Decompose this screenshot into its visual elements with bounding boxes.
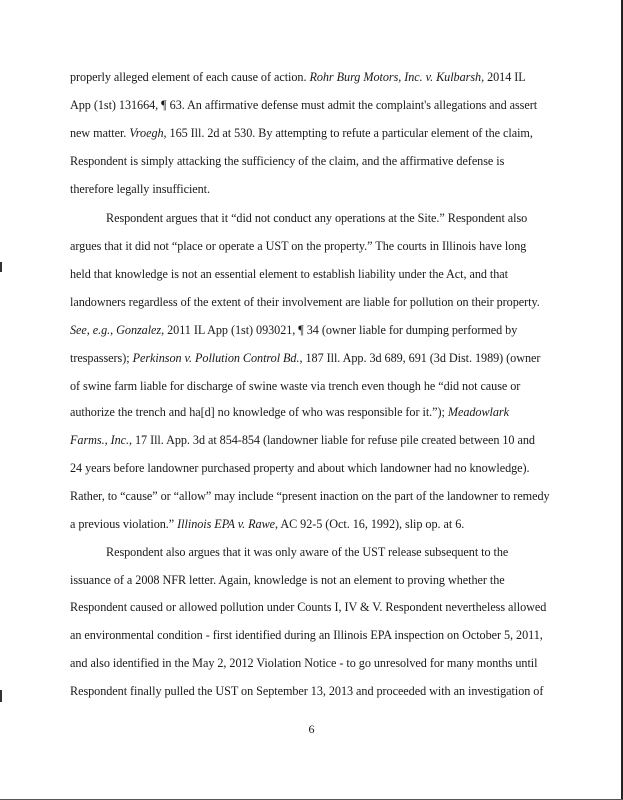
text-line: [70, 628, 550, 642]
text-line: [70, 267, 550, 281]
text-segment: an environmental condition - first identified during an Illinois EPA inspection on October 5, 2011,: [70, 628, 543, 642]
case-citation: Illinois EPA v. Rawe: [177, 517, 276, 531]
text-line: [70, 517, 550, 531]
text-line: [70, 600, 550, 614]
text-segment: and also identified in the May 2, 2012 Violation Notice - to go unresolved for many months until: [70, 656, 538, 670]
text-segment: , 17 Ill. App. 3d at 854-854 (landowner liable for refuse pile created between 10 and: [128, 433, 535, 447]
text-segment: properly alleged element of each cause of action.: [70, 70, 310, 84]
case-citation: Vroegh: [129, 126, 164, 140]
text-segment: landowners regardless of the extent of their involvement are liable for pollution on their property.: [70, 295, 540, 309]
text-line: [70, 351, 550, 365]
text-line: [106, 211, 586, 225]
text-line: [70, 182, 550, 196]
text-line: [70, 461, 550, 475]
text-line: [70, 489, 550, 503]
case-citation: Farms., Inc.: [70, 433, 129, 447]
text-segment: , 187 Ill. App. 3d 689, 691 (3d Dist. 1989) (owner: [299, 351, 541, 365]
text-segment: issuance of a 2008 NFR letter. Again, knowledge is not an element to proving whether the: [70, 573, 505, 587]
text-segment: , 2011 IL App (1st) 093021, ¶ 34 (owner liable for dumping performed by: [161, 323, 518, 337]
text-line: [70, 433, 550, 447]
text-segment: , 165 Ill. 2d at 530. By attempting to refute a particular element of the claim,: [163, 126, 533, 140]
text-segment: Respondent argues that it “did not conduct any operations at the Site.” Respondent also: [106, 211, 528, 225]
text-segment: of swine farm liable for discharge of swine waste via trench even though he “did not cause or: [70, 379, 521, 393]
text-line: [70, 70, 550, 84]
text-line: [70, 295, 550, 309]
text-line: [70, 379, 550, 393]
text-line: [70, 684, 550, 698]
text-segment: , 2014 IL: [481, 70, 526, 84]
case-citation: Meadowlark: [447, 405, 509, 419]
text-line: [70, 154, 550, 168]
scan-margin-mark: [0, 690, 2, 702]
case-citation: Perkinson v. Pollution Control Bd.: [132, 351, 300, 365]
text-segment: therefore legally insufficient.: [70, 182, 211, 196]
text-line: [70, 656, 550, 670]
text-line: [70, 239, 550, 253]
text-segment: trespassers);: [70, 351, 133, 365]
text-segment: 24 years before landowner purchased property and about which landowner had no knowledge).: [70, 461, 530, 475]
scan-margin-mark: [0, 262, 2, 272]
text-line: [70, 98, 550, 112]
text-segment: Rather, to “cause” or “allow” may include “present inaction on the part of the landowner to remedy: [70, 489, 550, 503]
text-segment: Respondent is simply attacking the sufficiency of the claim, and the affirmative defense is: [70, 154, 505, 168]
text-segment: Respondent finally pulled the UST on September 13, 2013 and proceeded with an investigation of: [70, 684, 544, 698]
text-segment: held that knowledge is not an essential element to establish liability under the Act, and that: [70, 267, 509, 281]
text-segment: Respondent caused or allowed pollution under Counts I, IV & V. Respondent nevertheless allowed: [70, 600, 547, 614]
text-line: [70, 323, 550, 337]
text-segment: , AC 92-5 (Oct. 16, 1992), slip op. at 6.: [275, 517, 465, 531]
text-segment: new matter.: [70, 126, 130, 140]
text-line: [70, 573, 550, 587]
text-segment: App (1st) 131664, ¶ 63. An affirmative defense must admit the complaint's allegations and assert: [70, 98, 538, 112]
case-citation: See, e.g., Gonzalez: [70, 323, 162, 337]
text-segment: authorize the trench and ha[d] no knowledge of who was responsible for it.”);: [70, 405, 448, 419]
text-segment: a previous violation.”: [70, 517, 178, 531]
text-line: [70, 126, 550, 140]
page-number: 6: [308, 722, 315, 736]
case-citation: Rohr Burg Motors, Inc. v. Kulbarsh: [309, 70, 482, 84]
text-line: [106, 545, 586, 559]
text-segment: argues that it did not “place or operate a UST on the property.” The courts in Illinois have long: [70, 239, 527, 253]
text-segment: Respondent also argues that it was only aware of the UST release subsequent to the: [106, 545, 509, 559]
text-line: [70, 405, 550, 419]
